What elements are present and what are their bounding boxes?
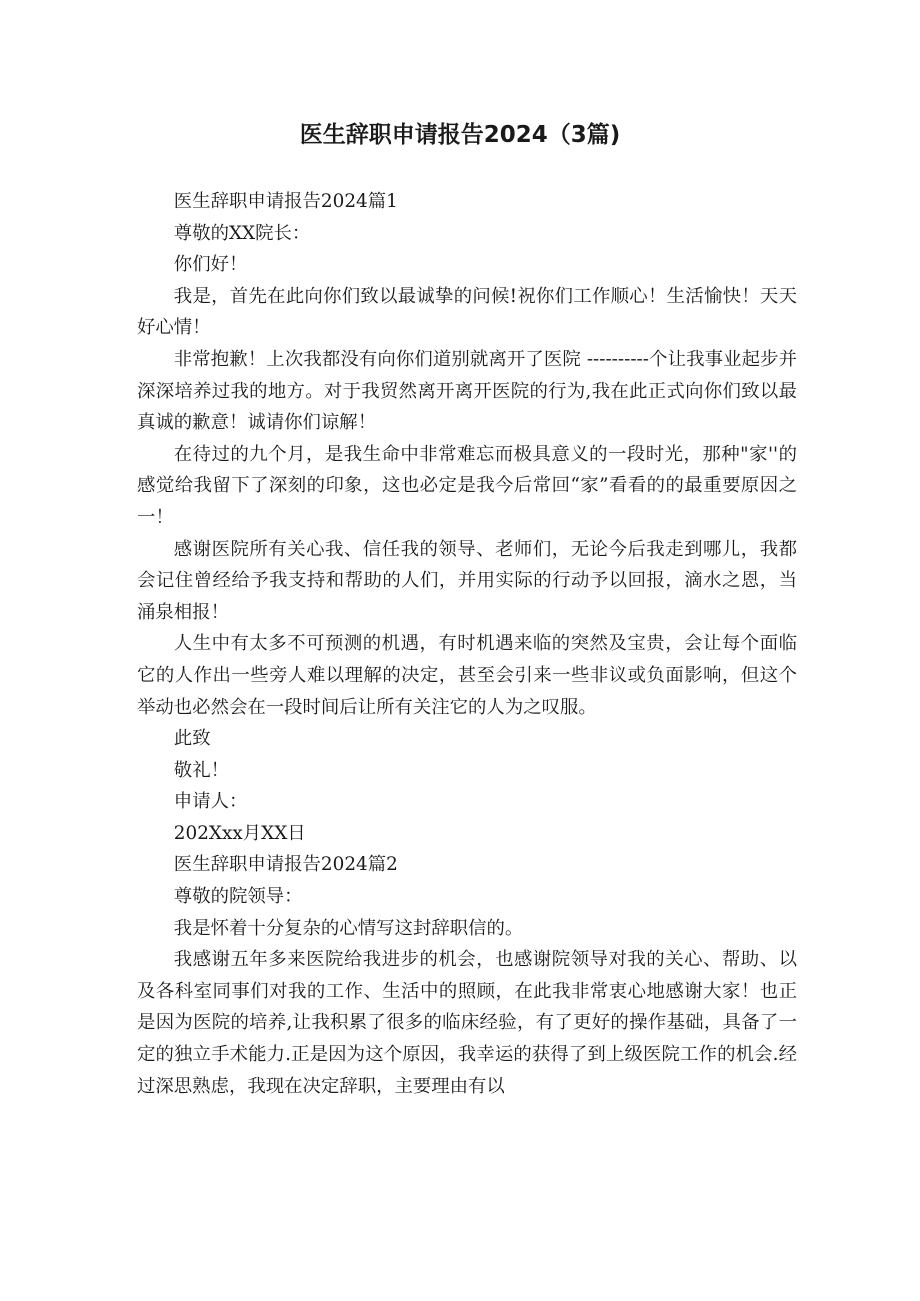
section-heading-2: 医生辞职申请报告2024篇2 <box>173 854 398 876</box>
greeting: 你们好！ <box>173 254 248 276</box>
body-paragraph: 人生中有太多不可预测的机遇，有时机遇来临的突然及宝贵，会让每个面临它的人作出一些旁人难以理解的决定，甚至会引来一些非议或负面影响，但这个举动也必然会在一段时间后让所有关注它的人为之叹服。 <box>137 633 797 718</box>
document-body <box>137 186 797 1102</box>
applicant-label: 申请人： <box>173 791 248 813</box>
section-heading-1: 医生辞职申请报告2024篇1 <box>173 191 398 212</box>
salutation-1: 尊敬的XX院长： <box>173 222 311 244</box>
salutation-2: 尊敬的院领导： <box>173 886 303 908</box>
closing: 此致 <box>173 728 211 750</box>
date-line: 202Xxx月XX日 <box>173 822 306 844</box>
body-paragraph: 非常抱歉！上次我都没有向你们道别就离开了医院 ----------个让我事业起步并深深培养过我的地方。对于我贸然离开离开医院的行为,我在此正式向你们致以最真诚的歉意！诚请你们谅解！ <box>137 348 797 434</box>
body-paragraph: 我是，首先在此向你们致以最诚挚的问候!祝你们工作顺心！生活愉快！天天好心情！ <box>137 285 797 339</box>
body-paragraph: 我感谢五年多来医院给我进步的机会，也感谢院领导对我的关心、帮助、以及各科室同事们对我的工作、生活中的照顾，在此我非常衷心地感谢大家！也正是因为医院的培养,让我积累了很多的临床经验，有了更好的操作基础，具备了一定的独立手术能力.正是因为这个原因，我幸运的获得了到上级医院工作的机会.经过深思熟虑，我现在决定辞职，主要理由有以 <box>137 949 797 1097</box>
body-paragraph: 在待过的九个月，是我生命中非常难忘而极具意义的一段时光，那种"家''的感觉给我留下了深刻的印象，这也必定是我今后常回“家”看看的的最重要原因之一！ <box>137 443 797 528</box>
document-title: 医生辞职申请报告2024（3篇) <box>299 122 621 148</box>
closing-salute: 敬礼！ <box>173 759 229 781</box>
body-paragraph: 感谢医院所有关心我、信任我的领导、老师们，无论今后我走到哪儿，我都会记住曾经给予我支持和帮助的人们，并用实际的行动予以回报，滴水之恩，当涌泉相报！ <box>137 538 797 623</box>
body-paragraph: 我是怀着十分复杂的心情写这封辞职信的。 <box>173 917 524 939</box>
